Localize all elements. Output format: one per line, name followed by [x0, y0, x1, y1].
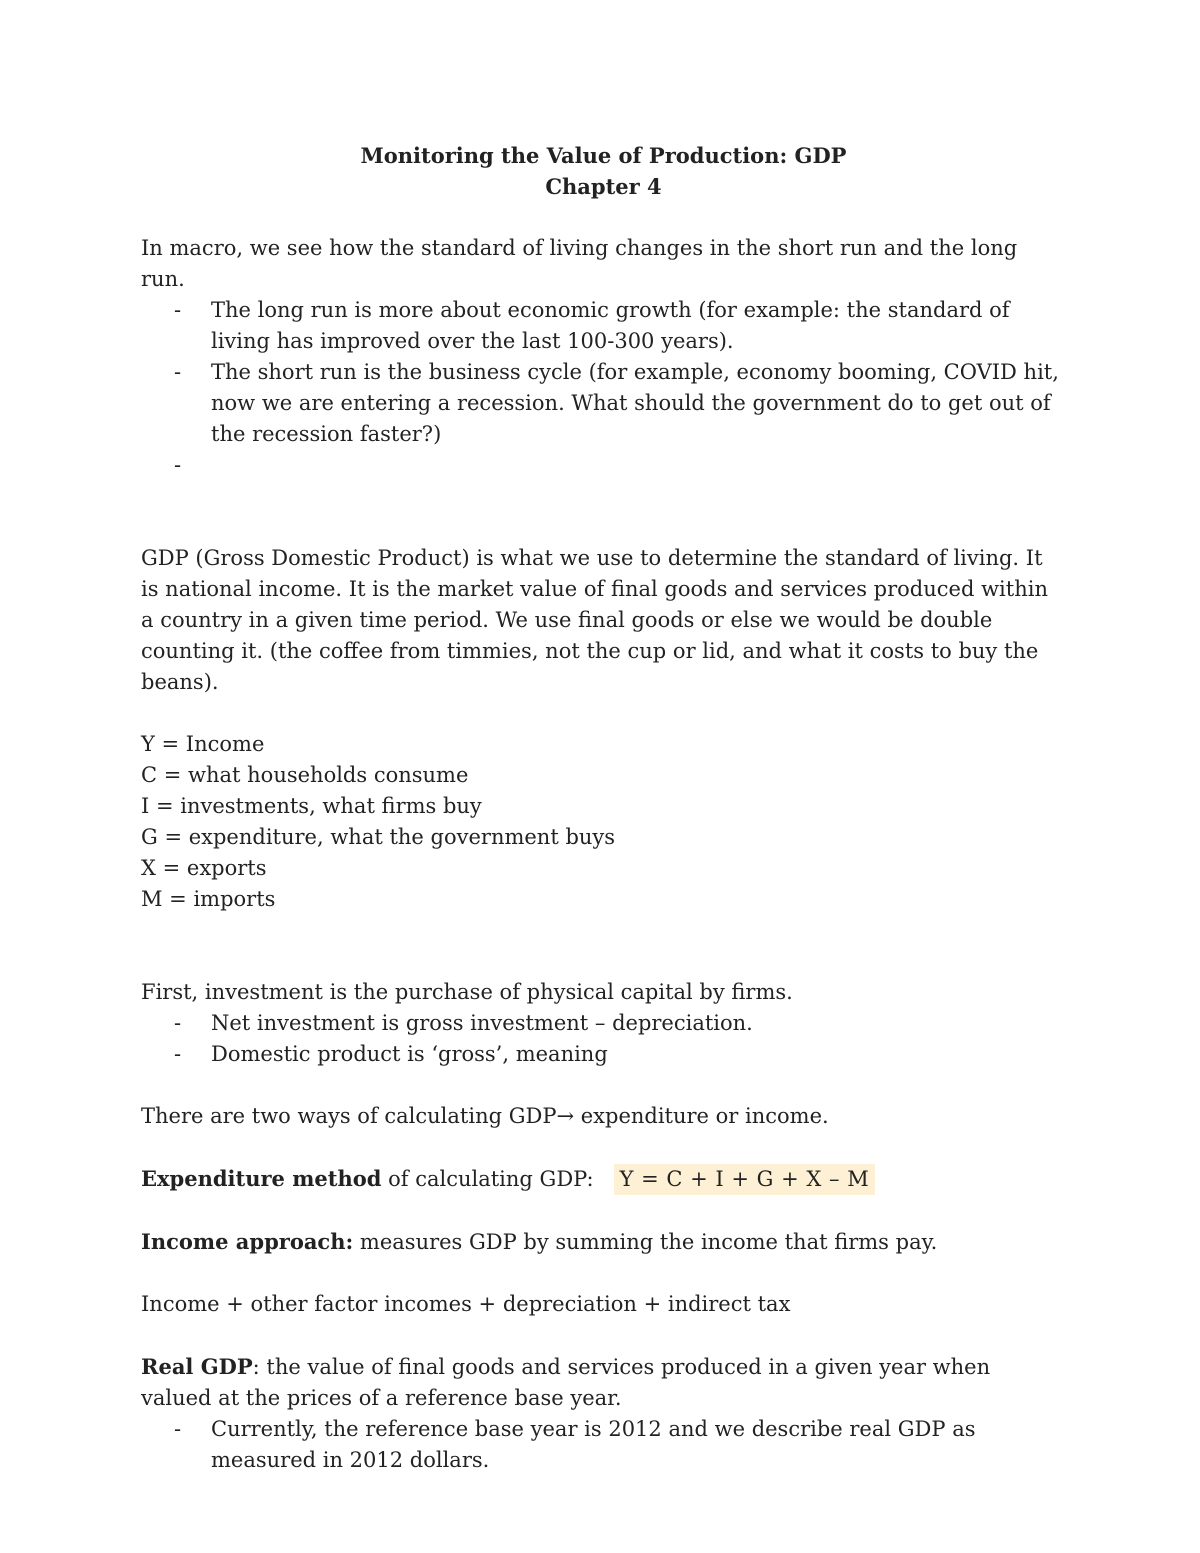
- real-gdp-bullet-list: [141, 1414, 1066, 1476]
- real-gdp-text: : the value of final goods and services produced in a given year when valued at the prices of a reference base year.: [141, 1355, 991, 1410]
- expenditure-method-text: of calculating GDP:: [381, 1167, 594, 1191]
- bullet-text: Net investment is gross investment – depreciation.: [211, 1011, 753, 1035]
- bullet-dash: -: [174, 360, 182, 384]
- income-approach-label: Income approach:: [141, 1229, 354, 1254]
- income-formula: Income + other factor incomes + depreciation + indirect tax: [141, 1292, 791, 1316]
- income-approach-text: measures GDP by summing the income that firms pay.: [353, 1230, 938, 1254]
- document-title: [141, 140, 1066, 202]
- list-item: [141, 1414, 1066, 1476]
- bullet-dash: -: [174, 1042, 182, 1066]
- definition-c: C = what households consume: [141, 763, 469, 787]
- list-item: [141, 1008, 1066, 1039]
- title-line-1: Monitoring the Value of Production: GDP: [360, 143, 847, 168]
- bullet-text: Currently, the reference base year is 2012 and we describe real GDP as measured in 2012 dollars.: [211, 1417, 976, 1472]
- bullet-text: The short run is the business cycle (for example, economy booming, COVID hit, now we are entering a recession. What should the government do to get out of the recession faster?): [211, 360, 1059, 446]
- bullet-text: The long run is more about economic growth (for example: the standard of living has improved over the last 100-300 years).: [211, 298, 1010, 353]
- bullet-dash: -: [174, 1417, 182, 1441]
- definition-m: M = imports: [141, 887, 276, 911]
- title-line-2: Chapter 4: [545, 174, 662, 199]
- spacer: [141, 481, 1066, 543]
- two-ways-text: There are two ways of calculating GDP→ expenditure or income.: [141, 1104, 829, 1128]
- definition-i: I = investments, what firms buy: [141, 794, 482, 818]
- spacer: [141, 698, 1066, 729]
- expenditure-method-label: Expenditure method: [141, 1166, 382, 1191]
- spacer: [141, 1132, 1066, 1163]
- list-item: [141, 450, 1066, 481]
- spacer: [141, 1320, 1066, 1351]
- expenditure-method-line: [141, 1163, 1066, 1195]
- intro-text: In macro, we see how the standard of living changes in the short run and the long run.: [141, 236, 1018, 291]
- intro-bullet-list: [141, 295, 1066, 481]
- list-item: [141, 295, 1066, 357]
- bullet-dash: -: [174, 453, 182, 477]
- real-gdp-label: Real GDP: [141, 1354, 253, 1379]
- real-gdp-definition: [141, 1351, 1066, 1414]
- definition-y: Y = Income: [141, 732, 265, 756]
- list-item: [141, 1039, 1066, 1070]
- bullet-dash: -: [174, 298, 182, 322]
- investment-bullet-list: [141, 1008, 1066, 1070]
- gdp-paragraph: GDP (Gross Domestic Product) is what we use to determine the standard of living. It is national income. It is the market value of final goods and services produced within a country in a given time period. We use final goods or else we would be double counting it. (the coffee from timmies, not the cup or lid, and what it costs to buy the beans).: [141, 546, 1048, 694]
- list-item: [141, 357, 1066, 450]
- definition-g: G = expenditure, what the government buys: [141, 825, 616, 849]
- investment-text: First, investment is the purchase of physical capital by firms.: [141, 980, 793, 1004]
- spacer: [141, 915, 1066, 977]
- definition-x: X = exports: [141, 856, 267, 880]
- income-approach-line: [141, 1226, 1066, 1258]
- variable-definitions: [141, 729, 1066, 915]
- spacer: [141, 1258, 1066, 1289]
- document-page: [141, 140, 1066, 1476]
- bullet-text: Domestic product is ‘gross’, meaning: [211, 1042, 608, 1066]
- bullet-dash: -: [174, 1011, 182, 1035]
- gdp-formula: Y = C + I + G + X – M: [614, 1164, 876, 1195]
- spacer: [141, 1195, 1066, 1226]
- spacer: [141, 1070, 1066, 1101]
